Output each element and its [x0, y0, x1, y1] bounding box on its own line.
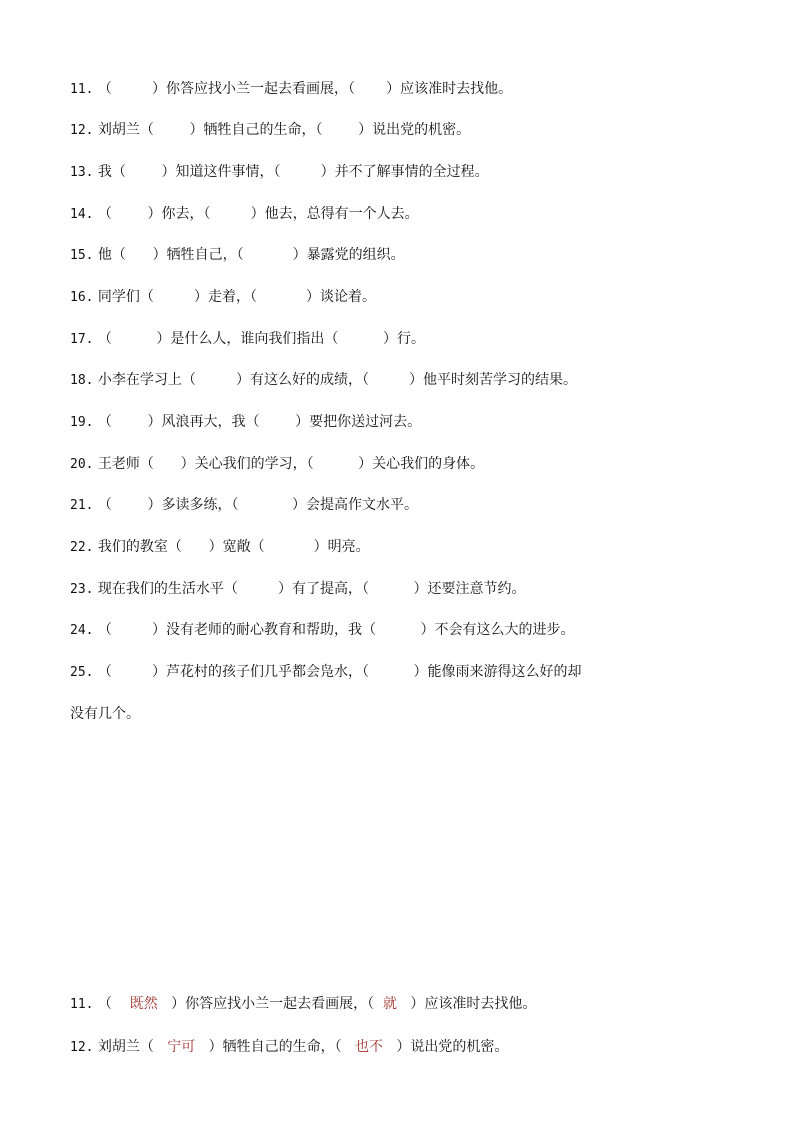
- question-15: 15. 他（ ）牺牲自己，（ ）暴露党的组织。: [70, 247, 405, 263]
- question-18: 18. 小李在学习上（ ）有这么好的成绩，（ ）他平时刻苦学习的结果。: [70, 372, 578, 388]
- answer-12: 12. 刘胡兰（ 宁可 ）牺牲自己的生命，（ 也不 ）说出党的机密。: [70, 1039, 509, 1055]
- answer-11: 11. （ 既然 ）你答应找小兰一起去看画展，（ 就 ）应该准时去找他。: [70, 996, 537, 1012]
- question-20: 20. 王老师（ ）关心我们的学习，（ ）关心我们的身体。: [70, 456, 485, 472]
- question-23: 23. 现在我们的生活水平（ ）有了提高，（ ）还要注意节约。: [70, 581, 526, 597]
- question-21: 21. （ ）多读多练，（ ）会提高作文水平。: [70, 497, 418, 513]
- question-17: 17. （ ）是什么人，谁向我们指出（ ）行。: [70, 331, 425, 347]
- question-24: 24. （ ）没有老师的耐心教育和帮助，我（ ）不会有这么大的进步。: [70, 622, 575, 638]
- question-19: 19. （ ）风浪再大，我（ ）要把你送过河去。: [70, 414, 422, 430]
- question-16: 16. 同学们（ ）走着，（ ）谈论着。: [70, 289, 376, 305]
- question-22: 22. 我们的教室（ ）宽敞（ ）明亮。: [70, 539, 370, 555]
- answer-word: 宁可: [167, 1039, 196, 1055]
- question-11: 11. （ ）你答应找小兰一起去看画展，（ ）应该准时去找他。: [70, 81, 513, 97]
- answer-word: 既然: [129, 996, 158, 1012]
- question-12: 12. 刘胡兰（ ）牺牲自己的生命，（ ）说出党的机密。: [70, 122, 471, 138]
- question-25: 25. （ ）芦花村的孩子们几乎都会凫水，（ ）能像雨来游得这么好的却: [70, 664, 582, 680]
- answer-word: 就: [383, 996, 398, 1012]
- answer-word: 也不: [355, 1039, 383, 1055]
- question-25-continuation: 没有几个。: [70, 706, 140, 722]
- question-14: 14. （ ）你去，（ ）他去，总得有一个人去。: [70, 206, 419, 222]
- question-13: 13. 我（ ）知道这件事情，（ ）并不了解事情的全过程。: [70, 164, 489, 180]
